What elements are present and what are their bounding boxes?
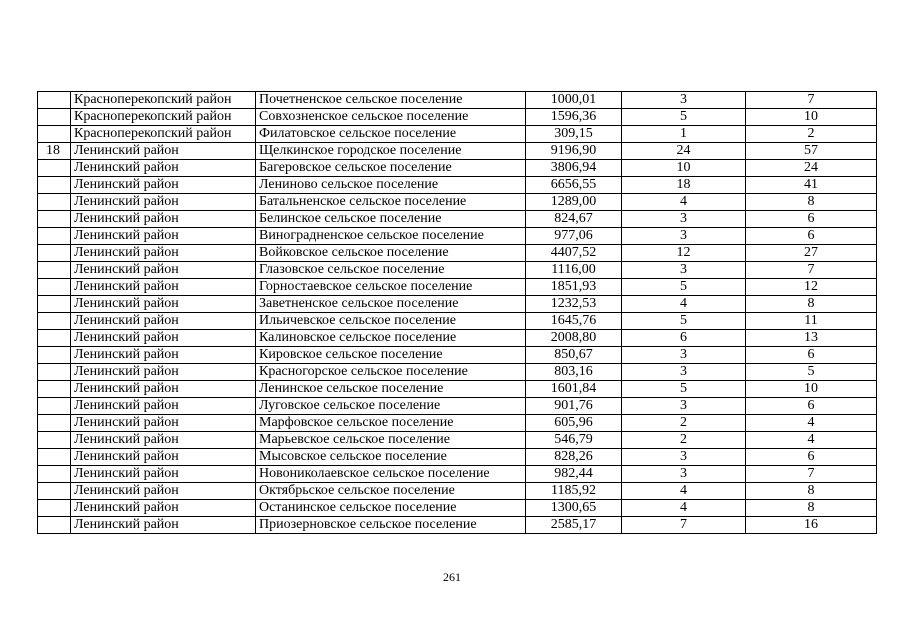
table-row	[38, 466, 877, 483]
page-number: 261	[443, 570, 461, 584]
district-cell: Ленинский район	[71, 194, 256, 211]
row-number-cell	[38, 500, 71, 517]
district-cell: Ленинский район	[71, 500, 256, 517]
district-cell: Ленинский район	[71, 466, 256, 483]
count-a-cell: 2	[622, 432, 746, 449]
count-b-cell: 6	[746, 228, 877, 245]
row-number-cell	[38, 279, 71, 296]
row-number-cell	[38, 466, 71, 483]
value-cell: 1116,00	[526, 262, 622, 279]
district-cell: Ленинский район	[71, 228, 256, 245]
count-a-cell: 6	[622, 330, 746, 347]
count-a-cell: 5	[622, 313, 746, 330]
value-cell: 828,26	[526, 449, 622, 466]
value-cell: 2585,17	[526, 517, 622, 534]
table-row	[38, 381, 877, 398]
count-a-cell: 3	[622, 364, 746, 381]
table-row	[38, 330, 877, 347]
district-cell: Ленинский район	[71, 398, 256, 415]
count-a-cell: 4	[622, 500, 746, 517]
row-number-cell	[38, 517, 71, 534]
count-a-cell: 3	[622, 211, 746, 228]
row-number-cell	[38, 109, 71, 126]
table-row	[38, 449, 877, 466]
count-b-cell: 7	[746, 92, 877, 109]
district-cell: Ленинский район	[71, 449, 256, 466]
value-cell: 1851,93	[526, 279, 622, 296]
row-number-cell	[38, 194, 71, 211]
row-number-cell	[38, 449, 71, 466]
table-row	[38, 313, 877, 330]
table-row	[38, 211, 877, 228]
count-b-cell: 7	[746, 466, 877, 483]
row-number-cell	[38, 381, 71, 398]
settlement-cell: Белинское сельское поселение	[256, 211, 526, 228]
value-cell: 309,15	[526, 126, 622, 143]
table-row	[38, 347, 877, 364]
value-cell: 1601,84	[526, 381, 622, 398]
count-a-cell: 5	[622, 109, 746, 126]
row-number-cell	[38, 160, 71, 177]
settlement-cell: Красногорское сельское поселение	[256, 364, 526, 381]
row-number-cell	[38, 126, 71, 143]
table-row	[38, 109, 877, 126]
count-b-cell: 6	[746, 347, 877, 364]
district-cell: Ленинский район	[71, 483, 256, 500]
settlement-cell: Марфовское сельское поселение	[256, 415, 526, 432]
district-cell: Ленинский район	[71, 177, 256, 194]
settlement-cell: Щелкинское городское поселение	[256, 143, 526, 160]
value-cell: 605,96	[526, 415, 622, 432]
district-cell: Ленинский район	[71, 432, 256, 449]
count-a-cell: 18	[622, 177, 746, 194]
settlement-cell: Ленинское сельское поселение	[256, 381, 526, 398]
row-number-cell	[38, 211, 71, 228]
count-b-cell: 6	[746, 449, 877, 466]
district-cell: Ленинский район	[71, 517, 256, 534]
table-row	[38, 160, 877, 177]
table-row	[38, 483, 877, 500]
row-number-cell	[38, 92, 71, 109]
table-row	[38, 279, 877, 296]
count-a-cell: 7	[622, 517, 746, 534]
count-a-cell: 3	[622, 466, 746, 483]
row-number-cell	[38, 432, 71, 449]
count-a-cell: 4	[622, 194, 746, 211]
count-b-cell: 8	[746, 296, 877, 313]
count-a-cell: 3	[622, 262, 746, 279]
count-b-cell: 16	[746, 517, 877, 534]
settlement-cell: Багеровское сельское поселение	[256, 160, 526, 177]
table-row	[38, 364, 877, 381]
count-a-cell: 3	[622, 347, 746, 364]
value-cell: 9196,90	[526, 143, 622, 160]
value-cell: 1232,53	[526, 296, 622, 313]
value-cell: 977,06	[526, 228, 622, 245]
settlement-cell: Ильичевское сельское поселение	[256, 313, 526, 330]
count-b-cell: 8	[746, 500, 877, 517]
table-row	[38, 296, 877, 313]
district-cell: Ленинский район	[71, 296, 256, 313]
table-row	[38, 398, 877, 415]
district-cell: Ленинский район	[71, 415, 256, 432]
row-number-cell	[38, 483, 71, 500]
count-b-cell: 6	[746, 211, 877, 228]
count-a-cell: 4	[622, 296, 746, 313]
row-number-cell	[38, 313, 71, 330]
settlement-cell: Кировское сельское поселение	[256, 347, 526, 364]
count-b-cell: 24	[746, 160, 877, 177]
value-cell: 1300,65	[526, 500, 622, 517]
district-cell: Красноперекопский район	[71, 92, 256, 109]
value-cell: 901,76	[526, 398, 622, 415]
count-b-cell: 13	[746, 330, 877, 347]
count-a-cell: 5	[622, 279, 746, 296]
value-cell: 982,44	[526, 466, 622, 483]
settlement-cell: Виноградненское сельское поселение	[256, 228, 526, 245]
table-body	[38, 92, 877, 534]
value-cell: 1185,92	[526, 483, 622, 500]
table-row	[38, 245, 877, 262]
count-a-cell: 1	[622, 126, 746, 143]
value-cell: 1645,76	[526, 313, 622, 330]
count-b-cell: 8	[746, 483, 877, 500]
table-row	[38, 415, 877, 432]
value-cell: 850,67	[526, 347, 622, 364]
count-a-cell: 10	[622, 160, 746, 177]
value-cell: 1000,01	[526, 92, 622, 109]
count-a-cell: 3	[622, 228, 746, 245]
row-number-cell	[38, 177, 71, 194]
count-a-cell: 5	[622, 381, 746, 398]
count-b-cell: 27	[746, 245, 877, 262]
settlement-cell: Лениново сельское поселение	[256, 177, 526, 194]
count-a-cell: 3	[622, 92, 746, 109]
value-cell: 3806,94	[526, 160, 622, 177]
settlement-cell: Новониколаевское сельское поселение	[256, 466, 526, 483]
settlement-cell: Совхозненское сельское поселение	[256, 109, 526, 126]
count-a-cell: 3	[622, 449, 746, 466]
table-row	[38, 228, 877, 245]
row-number-cell	[38, 296, 71, 313]
settlement-cell: Марьевское сельское поселение	[256, 432, 526, 449]
count-a-cell: 4	[622, 483, 746, 500]
district-cell: Ленинский район	[71, 347, 256, 364]
count-b-cell: 11	[746, 313, 877, 330]
district-cell: Ленинский район	[71, 279, 256, 296]
count-b-cell: 7	[746, 262, 877, 279]
count-b-cell: 6	[746, 398, 877, 415]
row-number-cell	[38, 364, 71, 381]
district-cell: Ленинский район	[71, 245, 256, 262]
count-a-cell: 24	[622, 143, 746, 160]
district-cell: Ленинский район	[71, 313, 256, 330]
count-b-cell: 10	[746, 109, 877, 126]
district-cell: Ленинский район	[71, 330, 256, 347]
count-b-cell: 2	[746, 126, 877, 143]
count-b-cell: 4	[746, 432, 877, 449]
row-number-cell	[38, 398, 71, 415]
row-number-cell	[38, 347, 71, 364]
value-cell: 1596,36	[526, 109, 622, 126]
count-a-cell: 2	[622, 415, 746, 432]
table-row	[38, 126, 877, 143]
settlement-cell: Глазовское сельское поселение	[256, 262, 526, 279]
row-number-cell	[38, 330, 71, 347]
value-cell: 6656,55	[526, 177, 622, 194]
table-row	[38, 143, 877, 160]
row-number-cell	[38, 262, 71, 279]
district-cell: Ленинский район	[71, 262, 256, 279]
count-a-cell: 3	[622, 398, 746, 415]
table-row	[38, 517, 877, 534]
value-cell: 4407,52	[526, 245, 622, 262]
value-cell: 1289,00	[526, 194, 622, 211]
settlement-cell: Калиновское сельское поселение	[256, 330, 526, 347]
settlement-cell: Заветненское сельское поселение	[256, 296, 526, 313]
row-number-cell	[38, 245, 71, 262]
table-row	[38, 194, 877, 211]
district-cell: Ленинский район	[71, 211, 256, 228]
table-row	[38, 92, 877, 109]
settlement-cell: Приозерновское сельское поселение	[256, 517, 526, 534]
value-cell: 2008,80	[526, 330, 622, 347]
count-b-cell: 41	[746, 177, 877, 194]
settlement-cell: Батальненское сельское поселение	[256, 194, 526, 211]
table-row	[38, 177, 877, 194]
settlement-cell: Мысовское сельское поселение	[256, 449, 526, 466]
district-cell: Красноперекопский район	[71, 126, 256, 143]
settlement-cell: Горностаевское сельское поселение	[256, 279, 526, 296]
count-b-cell: 8	[746, 194, 877, 211]
count-b-cell: 57	[746, 143, 877, 160]
value-cell: 824,67	[526, 211, 622, 228]
district-cell: Ленинский район	[71, 381, 256, 398]
value-cell: 803,16	[526, 364, 622, 381]
district-cell: Ленинский район	[71, 160, 256, 177]
row-number-cell	[38, 415, 71, 432]
value-cell: 546,79	[526, 432, 622, 449]
table-row	[38, 500, 877, 517]
settlement-cell: Филатовское сельское поселение	[256, 126, 526, 143]
row-number-cell	[38, 228, 71, 245]
settlement-cell: Войковское сельское поселение	[256, 245, 526, 262]
table-row	[38, 432, 877, 449]
count-b-cell: 12	[746, 279, 877, 296]
settlements-table	[37, 91, 877, 534]
count-b-cell: 4	[746, 415, 877, 432]
settlement-cell: Почетненское сельское поселение	[256, 92, 526, 109]
count-b-cell: 5	[746, 364, 877, 381]
settlement-cell: Останинское сельское поселение	[256, 500, 526, 517]
district-cell: Ленинский район	[71, 143, 256, 160]
district-cell: Красноперекопский район	[71, 109, 256, 126]
settlement-cell: Луговское сельское поселение	[256, 398, 526, 415]
count-b-cell: 10	[746, 381, 877, 398]
settlement-cell: Октябрьское сельское поселение	[256, 483, 526, 500]
table-row	[38, 262, 877, 279]
row-number-cell: 18	[38, 143, 71, 160]
district-cell: Ленинский район	[71, 364, 256, 381]
count-a-cell: 12	[622, 245, 746, 262]
